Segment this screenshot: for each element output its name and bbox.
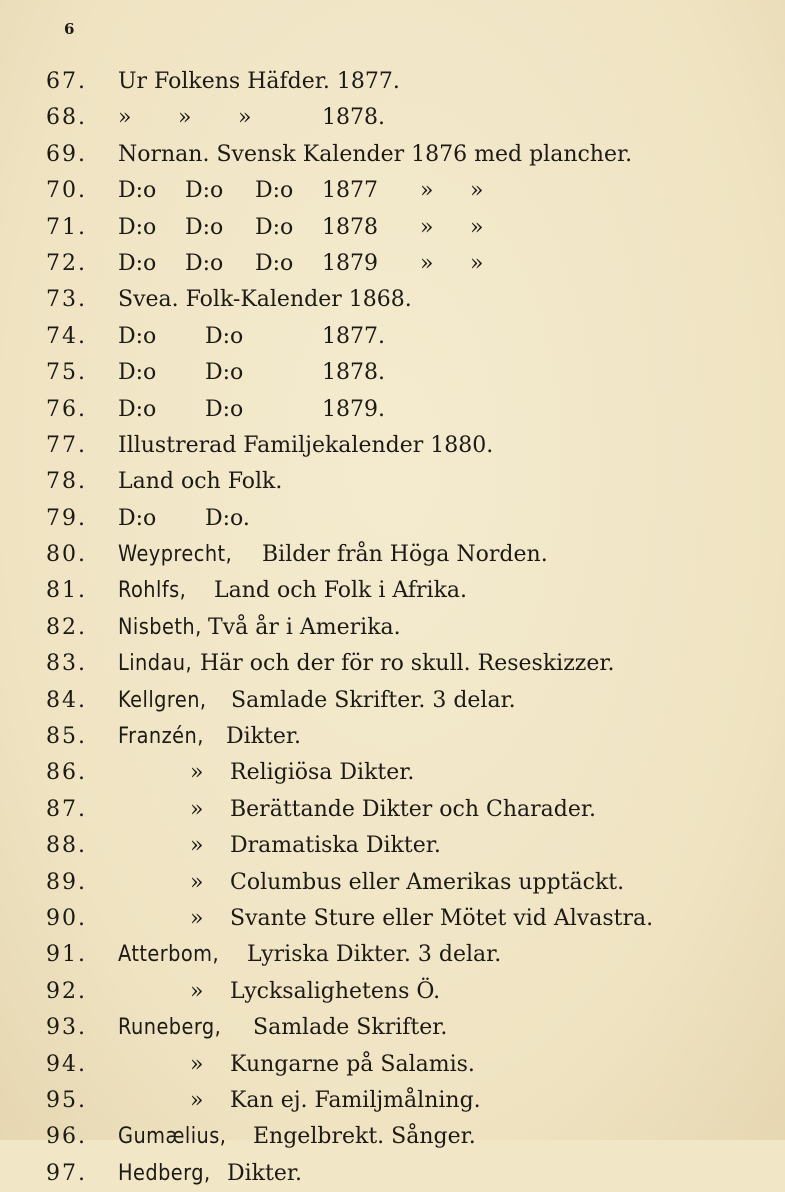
- entry-number: 89.: [46, 869, 87, 895]
- entry-text: Dikter.: [227, 1160, 302, 1186]
- entry-author: Lindau,: [118, 651, 193, 677]
- entry-text: Dramatiska Dikter.: [230, 833, 441, 859]
- entry-text: »: [420, 250, 434, 276]
- list-item: [0, 355, 785, 391]
- entry-text: D:o: [118, 178, 157, 204]
- entry-author: Weyprecht,: [118, 542, 233, 568]
- entry-number: 90.: [46, 905, 87, 931]
- entry-text: D:o: [205, 360, 244, 386]
- entry-text: D:o: [205, 396, 244, 422]
- entry-text: D:o.: [205, 505, 250, 531]
- entry-number: 92.: [46, 978, 87, 1004]
- entry-text: D:o: [118, 250, 157, 276]
- list-item: [0, 828, 785, 864]
- entry-number: 68.: [46, 105, 87, 131]
- entry-text: »: [470, 250, 484, 276]
- entry-text: D:o: [118, 360, 157, 386]
- entry-number: 75.: [46, 360, 87, 386]
- entry-text: »: [190, 978, 204, 1004]
- entry-text: D:o: [118, 323, 157, 349]
- entry-text: Här och der för ro skull. Reseskizzer.: [200, 651, 615, 677]
- entry-text: Columbus eller Amerikas upptäckt.: [230, 869, 625, 895]
- entry-author: Franzén,: [118, 724, 204, 750]
- entry-text: D:o: [185, 214, 224, 240]
- entry-author: Atterbom,: [118, 942, 220, 968]
- list-item: [0, 755, 785, 791]
- list-item: [0, 428, 785, 464]
- entry-text: »: [420, 178, 434, 204]
- page-number: 6: [64, 20, 75, 38]
- entry-author: Kellgren,: [118, 687, 207, 713]
- entry-number: 95.: [46, 1087, 87, 1113]
- entry-number: 81.: [46, 578, 87, 604]
- list-item: [0, 646, 785, 682]
- entry-text: 1879: [322, 250, 378, 276]
- list-item: [0, 865, 785, 901]
- list-item: [0, 64, 785, 100]
- list-item: [0, 610, 785, 646]
- list-item: [0, 1010, 785, 1046]
- entry-text: D:o: [255, 178, 294, 204]
- entry-text: Religiösa Dikter.: [230, 760, 415, 786]
- entry-text: »: [118, 105, 132, 131]
- entry-text: »: [178, 105, 192, 131]
- entry-number: 86.: [46, 760, 87, 786]
- entry-text: D:o: [118, 214, 157, 240]
- entry-text: Samlade Skrifter.: [253, 1015, 448, 1041]
- list-item: [0, 246, 785, 282]
- entry-number: 67.: [46, 69, 87, 94]
- entry-number: 72.: [46, 250, 87, 276]
- entry-text: Ur Folkens Häfder. 1877.: [118, 69, 400, 94]
- entry-text: Svante Sture eller Mötet vid Alvastra.: [230, 905, 654, 931]
- entry-text: 1878: [322, 214, 378, 240]
- entry-text: Lyriska Dikter. 3 delar.: [247, 942, 502, 968]
- list-item: [0, 937, 785, 973]
- entry-text: Kungarne på Salamis.: [230, 1051, 475, 1077]
- entry-text: »: [238, 105, 252, 131]
- entry-text: »: [190, 796, 204, 822]
- list-item: [0, 573, 785, 609]
- list-item: [0, 901, 785, 937]
- entry-text: 1878.: [322, 360, 385, 386]
- entry-number: 70.: [46, 178, 87, 204]
- entry-text: D:o: [255, 250, 294, 276]
- entry-text: Lycksalighetens Ö.: [230, 978, 441, 1004]
- list-item: [0, 1083, 785, 1119]
- entry-text: D:o: [185, 250, 224, 276]
- entry-text: Land och Folk.: [118, 469, 283, 495]
- entry-number: 82.: [46, 614, 87, 640]
- entry-text: Bilder från Höga Norden.: [262, 542, 548, 568]
- entry-text: Nornan. Svensk Kalender 1876 med plancher.: [118, 141, 633, 167]
- entry-text: D:o: [118, 396, 157, 422]
- entry-text: D:o: [185, 178, 224, 204]
- entry-number: 88.: [46, 833, 87, 859]
- list-item: [0, 173, 785, 209]
- entry-text: Berättande Dikter och Charader.: [230, 796, 596, 822]
- entry-text: »: [420, 214, 434, 240]
- list-item: [0, 719, 785, 755]
- entry-number: 85.: [46, 724, 87, 750]
- entry-number: 84.: [46, 687, 87, 713]
- entry-author: Hedberg,: [118, 1160, 211, 1186]
- entry-list: [0, 64, 785, 1192]
- entry-author: Rohlfs,: [118, 578, 187, 604]
- list-item: [0, 210, 785, 246]
- entry-text: Kan ej. Familjmålning.: [230, 1087, 481, 1113]
- entry-number: 97.: [46, 1160, 87, 1186]
- entry-text: Land och Folk i Afrika.: [214, 578, 468, 604]
- entry-number: 94.: [46, 1051, 87, 1077]
- list-item: [0, 392, 785, 428]
- entry-number: 73.: [46, 287, 87, 313]
- entry-text: D:o: [255, 214, 294, 240]
- entry-text: »: [470, 178, 484, 204]
- entry-text: »: [190, 905, 204, 931]
- entry-number: 78.: [46, 469, 87, 495]
- list-item: [0, 537, 785, 573]
- entry-number: 83.: [46, 651, 87, 677]
- entry-text: D:o: [118, 505, 157, 531]
- entry-text: »: [190, 1051, 204, 1077]
- list-item: [0, 792, 785, 828]
- entry-number: 71.: [46, 214, 87, 240]
- list-item: [0, 683, 785, 719]
- list-item: [0, 464, 785, 500]
- entry-text: Två år i Amerika.: [208, 614, 401, 640]
- list-item: [0, 137, 785, 173]
- entry-text: 1878.: [322, 105, 385, 131]
- list-item: [0, 1156, 785, 1192]
- entry-text: »: [190, 833, 204, 859]
- entry-text: Illustrerad Familjekalender 1880.: [118, 432, 494, 458]
- entry-text: 1877: [322, 178, 378, 204]
- entry-text: »: [190, 1087, 204, 1113]
- list-item: [0, 282, 785, 318]
- entry-author: Nisbeth,: [118, 614, 202, 640]
- entry-number: 96.: [46, 1124, 87, 1150]
- entry-text: Samlade Skrifter. 3 delar.: [231, 687, 516, 713]
- entry-number: 74.: [46, 323, 87, 349]
- entry-text: Engelbrekt. Sånger.: [253, 1124, 476, 1150]
- list-item: [0, 1119, 785, 1155]
- entry-number: 93.: [46, 1015, 87, 1041]
- entry-author: Gumælius,: [118, 1124, 227, 1150]
- entry-number: 80.: [46, 542, 87, 568]
- entry-text: »: [190, 869, 204, 895]
- entry-text: »: [190, 760, 204, 786]
- entry-number: 87.: [46, 796, 87, 822]
- entry-text: 1879.: [322, 396, 385, 422]
- list-item: [0, 501, 785, 537]
- entry-number: 91.: [46, 942, 87, 968]
- entry-number: 77.: [46, 432, 87, 458]
- list-item: [0, 100, 785, 136]
- entry-number: 79.: [46, 505, 87, 531]
- entry-number: 76.: [46, 396, 87, 422]
- entry-text: »: [470, 214, 484, 240]
- list-item: [0, 974, 785, 1010]
- entry-author: Runeberg,: [118, 1015, 222, 1041]
- entry-text: 1877.: [322, 323, 385, 349]
- entry-text: Svea. Folk-Kalender 1868.: [118, 287, 412, 313]
- list-item: [0, 1047, 785, 1083]
- entry-text: Dikter.: [226, 724, 301, 750]
- entry-text: D:o: [205, 323, 244, 349]
- list-item: [0, 319, 785, 355]
- entry-number: 69.: [46, 141, 87, 167]
